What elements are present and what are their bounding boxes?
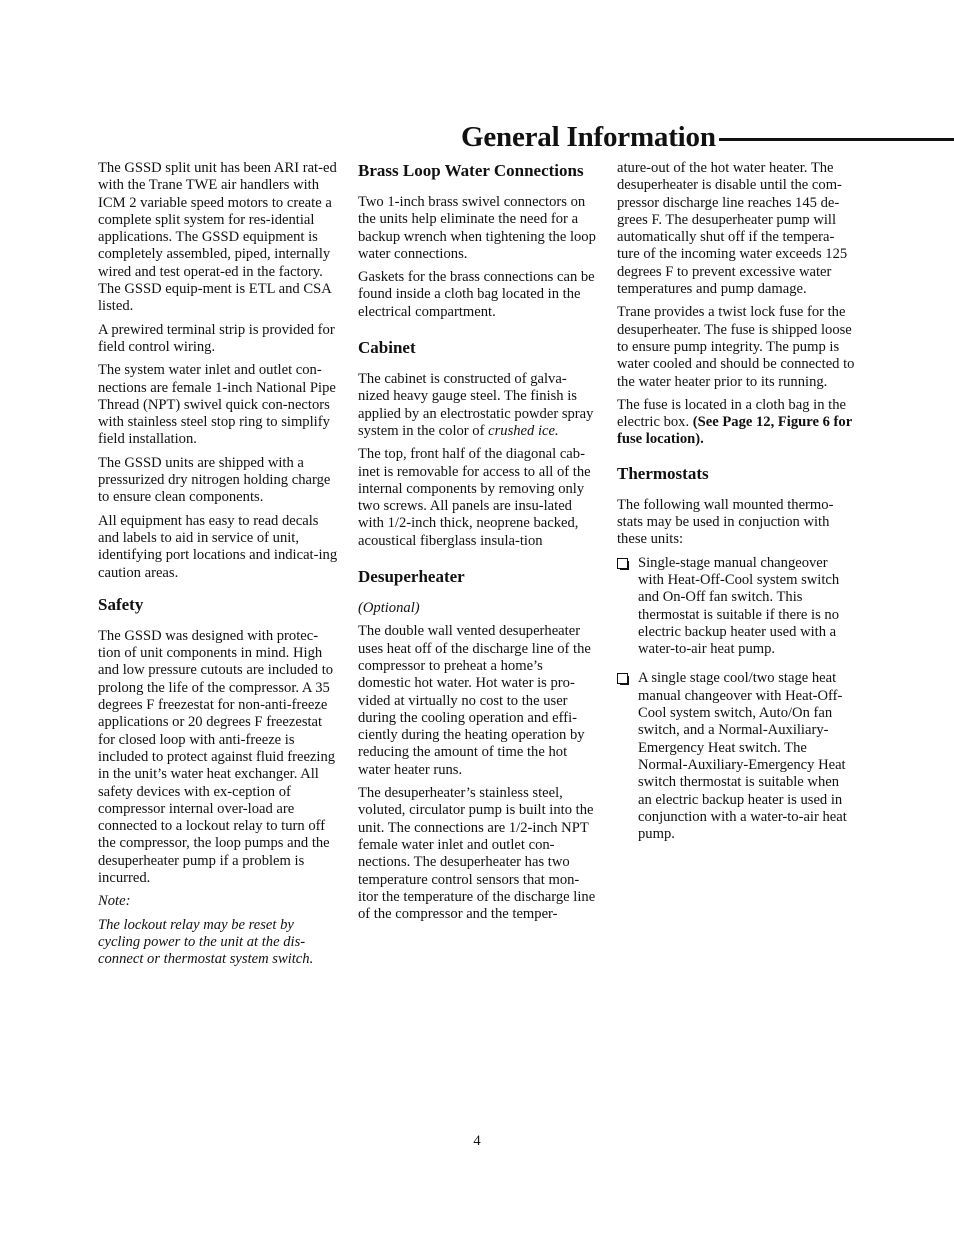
list-item-text: Single-stage manual changeover with Heat-Off-Cool system switch and On-Off fan switch. This thermostat is suitable if there is no electric backup heater used with a water-to-air heat pump. — [638, 554, 840, 658]
brass-paragraph-1: Two 1-inch brass swivel connectors on the units help eliminate the need for a backup wrench when tightening the loop water connections. — [358, 194, 596, 262]
cabinet-color: crushed ice. — [488, 422, 559, 439]
brass-loop-heading: Brass Loop Water Connections — [358, 161, 584, 180]
list-item-text: A single stage cool/two stage heat manual changeover with Heat-Off-Cool system switch, Auto/On fan switch, and a Normal-Auxiliary-Emergency Heat switch. The Normal-Auxiliary-Emergency Heat switch thermostat is suitable when an electric backup heater is used in conjunction with a water-to-air heat pump. — [638, 670, 847, 843]
note-label: Note: — [98, 893, 131, 910]
checkbox-bullet-icon — [617, 673, 628, 684]
cabinet-paragraph-2: The top, front half of the diagonal cab-inet is removable for access to all of the internal components by removing only two screws. All panels are insu-lated with 1/2-inch thick, neoprene backed, acoustical fiberglass insula-tion — [358, 446, 591, 549]
page-number: 4 — [473, 1133, 481, 1149]
brass-paragraph-2: Gaskets for the brass connections can be found inside a cloth bag located in the electrical compartment. — [358, 269, 595, 320]
terminal-strip-paragraph: A prewired terminal strip is provided for field control wiring. — [98, 321, 335, 355]
fuse-location-reference: (See Page 12, Figure 6 for fuse location). — [617, 414, 852, 448]
decals-paragraph: All equipment has easy to read decals and labels to aid in service of unit, identifying port locations and indicat-ing caution areas. — [98, 512, 338, 581]
safety-heading: Safety — [98, 594, 144, 614]
thermostats-intro: The following wall mounted thermo-stats may be used in conjuction with these units: — [617, 496, 834, 548]
nitrogen-paragraph: The GSSD units are shipped with a pressurized dry nitrogen holding charge to ensure clean components. — [98, 454, 331, 506]
desuperheater-paragraph-1: The double wall vented desuperheater uses heat off of the discharge line of the compressor to preheat a home’s domestic hot water. Hot water is pro-vided at virtually no cost to the user during the cooling operation and effi-ciently during the heating operation by reducing the amount of time the hot water heater runs. — [358, 623, 591, 778]
desuperheater-heading: Desuperheater — [358, 567, 465, 587]
safety-paragraph: The GSSD was designed with protec-tion of unit components in mind. High and low pressure cutouts are included to prolong the life of the compressor. A 35 degrees F freezestat for non-anti-freeze applications or 20 degrees F freezestat for closed loop with anti-freeze is included to protect against fluid freezing in the unit’s water heat exchanger. All safety devices with ex-ception of compressor internal over-load are connected to a lockout relay to turn off the compressor, the loop pumps and the desuperheater pump if a problem is incurred. — [98, 627, 336, 886]
cabinet-text: The cabinet is constructed of galva-nized heavy gauge steel. The finish is applied by an electrostatic powder spray system in the color of — [358, 371, 594, 439]
optional-label: (Optional) — [358, 600, 420, 617]
page-title: General Information — [461, 121, 716, 153]
column-middle — [358, 160, 596, 929]
list-item — [617, 670, 855, 843]
thermostats-heading: Thermostats — [617, 463, 709, 483]
list-item — [617, 555, 855, 659]
thermostat-list — [617, 555, 855, 844]
intro-paragraph: The GSSD split unit has been ARI rat-ed with the Trane TWE air handlers with ICM 2 variable speed motors to create a complete split system for res-idential applications. The GSSD equipment is completely assembled, piped, internally wired and test operat-ed in the factory. The GSSD equip-ment is ETL and CSA listed. — [98, 160, 337, 315]
fuse-paragraph: Trane provides a twist lock fuse for the desuperheater. The fuse is shipped loose to ensure pump integrity. The pump is water cooled and should be connected to the water heater prior to its running. — [617, 304, 855, 390]
column-left — [98, 160, 338, 974]
desuperheater-paragraph-2: The desuperheater’s stainless steel, voluted, circulator pump is built into the unit. The connections are 1/2-inch NPT female water inlet and outlet con-nections. The desuperheater has two temperature control sensors that mon-itor the temperature of the discharge line of the compressor and the temper- — [358, 785, 596, 923]
cabinet-paragraph-1 — [358, 371, 596, 440]
note-text: The lockout relay may be reset by cycling power to the unit at the dis-connect or thermostat system switch. — [98, 916, 314, 968]
fuse-location-text: The fuse is located in a cloth bag in the electric box. — [617, 396, 846, 431]
desuperheater-paragraph-3: ature-out of the hot water heater. The desuperheater is disable until the com-pressor discharge line reaches 145 de-grees F. The desuperheater pump will automatically shut off if the tempera-ture of the incoming water exceeds 125 degrees F to prevent excessive water temperatures and pump damage. — [617, 160, 848, 298]
fuse-location-paragraph — [617, 397, 855, 449]
title-rule — [719, 138, 954, 141]
water-connections-paragraph: The system water inlet and outlet con-nections are female 1-inch National Pipe Thread (NPT) swivel quick con-nectors with stainless steel stop ring to simplify field installation. — [98, 362, 336, 448]
cabinet-heading: Cabinet — [358, 338, 416, 358]
checkbox-bullet-icon — [617, 558, 628, 569]
column-right — [617, 160, 855, 855]
